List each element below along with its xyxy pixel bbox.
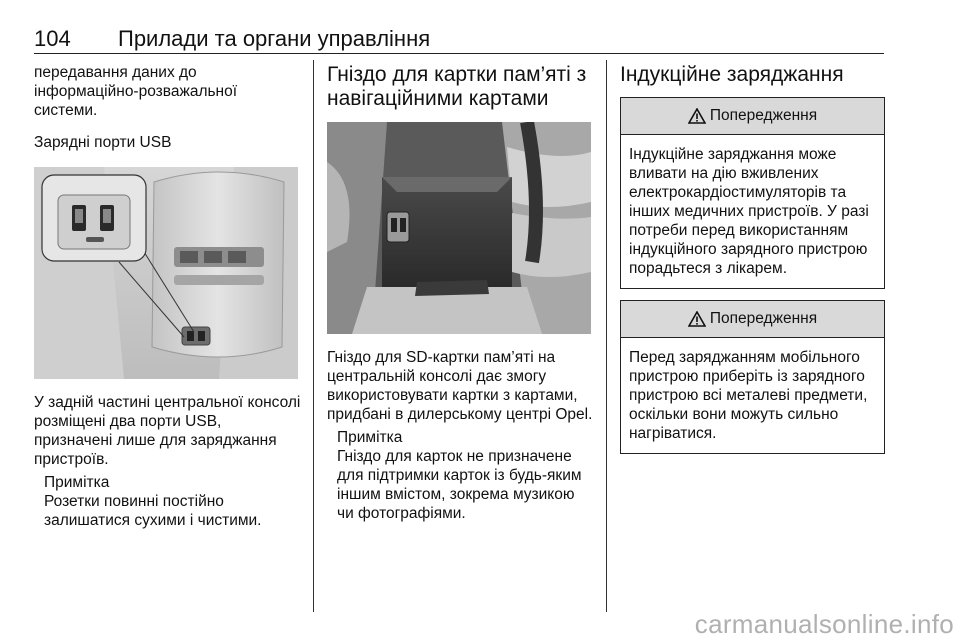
- column-sd-card: [327, 63, 595, 523]
- column-divider: [606, 60, 607, 612]
- warning-triangle-icon: [688, 311, 706, 327]
- column-inductive: [620, 63, 885, 454]
- inductive-heading: Індукційне заряджання: [620, 63, 844, 86]
- warning-text: Індукційне заряджання може вливати на дію вживлених електрокардіостимуляторів та інших медичних пристроїв. У разі потреби перед використанням індукційного зарядного пристрою порадьтеся з лікарем.: [629, 146, 869, 277]
- page-number: 104: [34, 26, 71, 51]
- sd-card-slot-photo: [327, 122, 591, 334]
- column-divider: [313, 60, 314, 612]
- warning-header: [621, 98, 884, 135]
- header-rule: [34, 53, 884, 54]
- intro-paragraph: передавання даних до інформаційно-розважальної системи.: [34, 64, 238, 119]
- warning-text: Перед заряджанням мобільного пристрою приберіть із зарядного пристрою всі металеві предмети, оскільки вони можуть сильно нагріватися.: [629, 349, 868, 442]
- warning-header: [621, 301, 884, 338]
- warning-box: [620, 97, 885, 289]
- usb-paragraph: У задній частині центральної консолі розміщені два порти USB, призначені лише для заряджання пристроїв.: [34, 394, 301, 468]
- column-usb: [34, 63, 302, 530]
- warning-title: Попередження: [709, 107, 818, 124]
- watermark: carmanualsonline.info: [694, 609, 954, 639]
- note-title: Примітка: [44, 474, 110, 491]
- page-header: [34, 26, 884, 52]
- note-title: Примітка: [337, 429, 403, 446]
- sd-card-heading: Гніздо для картки пам’яті з навігаційними картами: [327, 63, 587, 110]
- usb-ports-photo: [34, 167, 298, 379]
- warning-box: [620, 300, 885, 454]
- warning-triangle-icon: [688, 108, 706, 124]
- chapter-title: Прилади та органи управління: [118, 26, 431, 51]
- note-block: [44, 473, 302, 530]
- warning-title: Попередження: [709, 310, 818, 327]
- note-text: Розетки повинні постійно залишатися сухими і чистими.: [44, 493, 262, 529]
- note-block: [337, 428, 595, 523]
- sd-card-paragraph: Гніздо для SD-картки пам’яті на центральній консолі дає змогу використовувати картки з картами, придбані в дилерському центрі Opel.: [327, 349, 593, 423]
- note-text: Гніздо для карток не призначене для підтримки карток із будь-яким іншим вмістом, зокрема музикою чи фотографіями.: [337, 448, 582, 522]
- usb-heading: Зарядні порти USB: [34, 134, 172, 151]
